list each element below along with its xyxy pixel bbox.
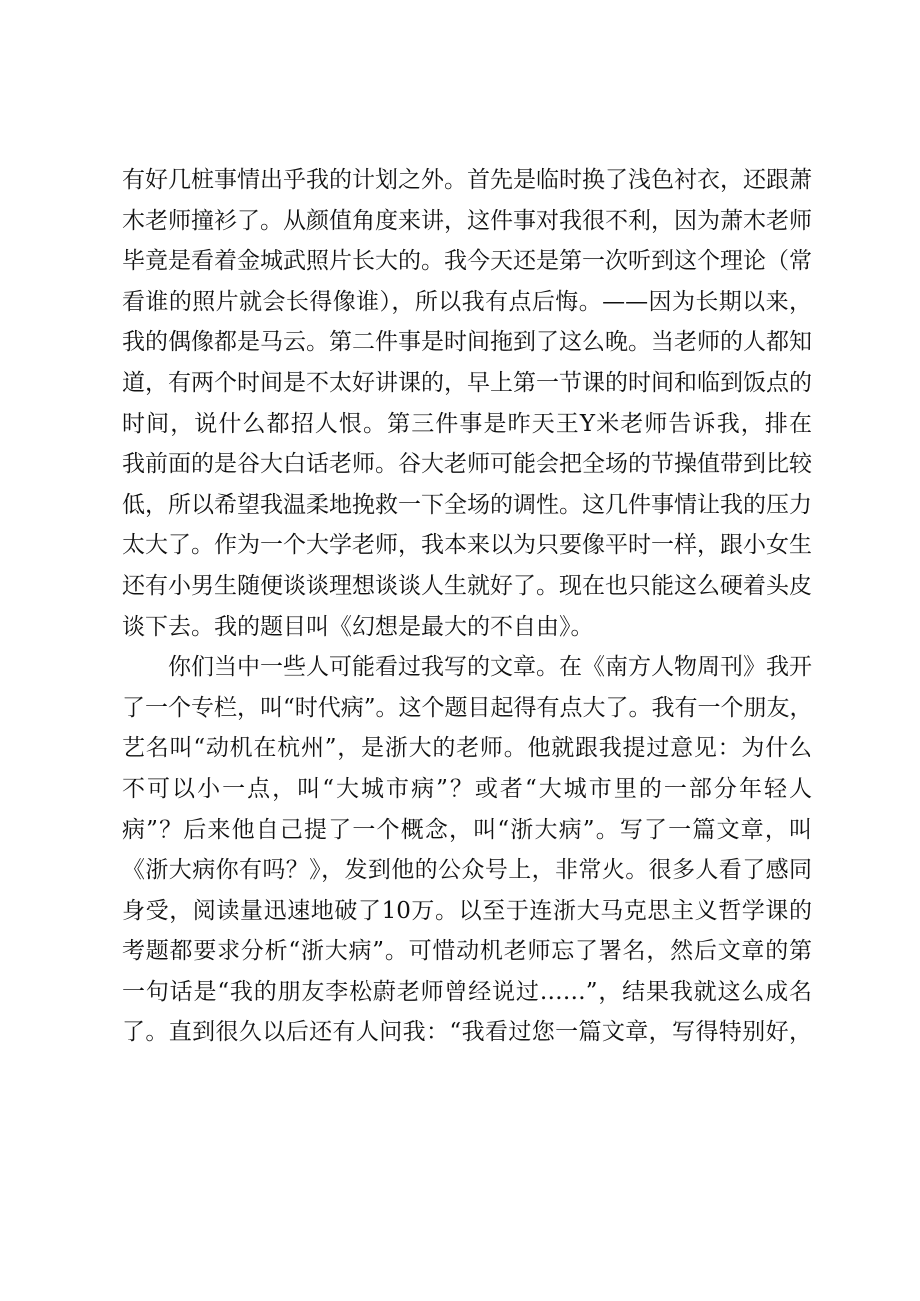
text-line: 了。直到很久以后还有人问我：“我看过您一篇文章，写得特别好， — [122, 1019, 812, 1046]
text-line: 《浙大病你有吗？》，发到他的公众号上，非常火。很多人看了感同 — [122, 857, 812, 884]
text-line: 我的偶像都是马云。第二件事是时间拖到了这么晚。当老师的人都知 — [122, 329, 812, 356]
text-line: 还有小男生随便谈谈理想谈谈人生就好了。现在也只能这么硬着头皮 — [122, 572, 812, 599]
text-line: 太大了。作为一个大学老师，我本来以为只要像平时一样，跟小女生 — [122, 532, 812, 559]
text-line: 有好几桩事情出乎我的计划之外。首先是临时换了浅色衬衣，还跟萧 — [122, 167, 812, 193]
text-line: 毕竟是看着金城武照片长大的。我今天还是第一次听到这个理论（常 — [122, 248, 812, 275]
text-line: 身受，阅读量迅速地破了10万。以至于连浙大马克思主义哲学课的 — [122, 897, 812, 924]
text-line: 不可以小一点，叫“大城市病”？或者“大城市里的一部分年轻人 — [122, 775, 812, 802]
text-line: 你们当中一些人可能看过我写的文章。在《南方人物周刊》我开 — [168, 654, 812, 681]
text-line: 了一个专栏，叫“时代病”。这个题目起得有点大了。我有一个朋友， — [122, 694, 813, 721]
text-line: 木老师撞衫了。从颜值角度来讲，这件事对我很不利，因为萧木老师 — [122, 207, 812, 234]
text-line: 时间，说什么都招人恨。第三件事是昨天王Y米老师告诉我，排在 — [122, 410, 812, 437]
text-line: 我前面的是谷大白话老师。谷大老师可能会把全场的节操值带到比较 — [122, 451, 812, 478]
text-line: 病”？后来他自己提了一个概念，叫“浙大病”。写了一篇文章，叫 — [122, 816, 812, 843]
text-line: 低，所以希望我温柔地挽救一下全场的调性。这几件事情让我的压力 — [122, 491, 812, 518]
text-line: 谈下去。我的题目叫《幻想是最大的不自由》。 — [122, 613, 594, 640]
text-line: 道，有两个时间是不太好讲课的，早上第一节课的时间和临到饭点的 — [122, 369, 812, 396]
body-text — [122, 160, 812, 1053]
text-line: 艺名叫“动机在杭州”，是浙大的老师。他就跟我提过意见：为什么 — [122, 735, 812, 762]
text-line: 一句话是“我的朋友李松蔚老师曾经说过……”，结果我就这么成名 — [122, 978, 812, 1005]
paragraph-1 — [122, 160, 812, 647]
text-line: 考题都要求分析“浙大病”。可惜动机老师忘了署名，然后文章的第 — [122, 938, 812, 965]
paragraph-2 — [122, 647, 812, 1053]
text-line: 看谁的照片就会长得像谁），所以我有点后悔。——因为长期以来， — [122, 288, 812, 315]
